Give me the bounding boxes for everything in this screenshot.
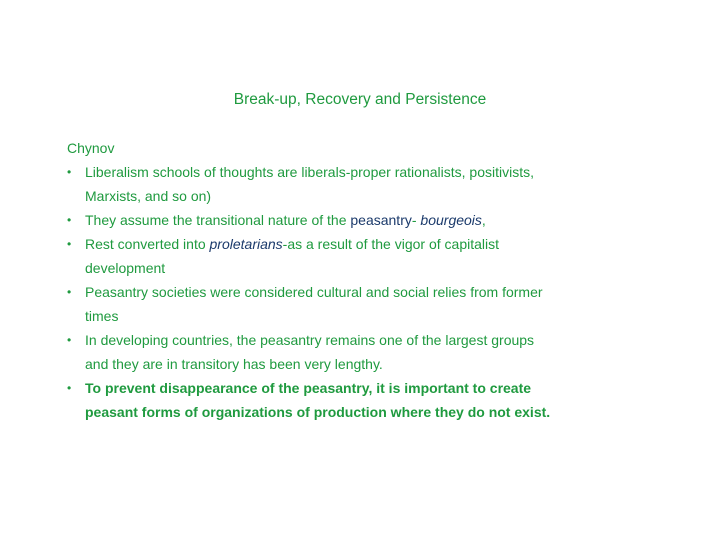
bullet-text-line: Marxists, and so on) — [85, 188, 212, 204]
bullet-text-line — [85, 232, 667, 256]
bullet-text-line: In developing countries, the peasantry remains one of the largest groups — [85, 332, 535, 348]
emphasis-term: peasantry — [350, 212, 412, 228]
bullet-text: -as a result of the vigor of capitalist — [282, 236, 499, 252]
bullet-text: Rest converted into — [85, 236, 210, 252]
bullet-item — [67, 232, 667, 280]
bullet-item — [67, 208, 667, 232]
bullet-icon: • — [67, 333, 72, 347]
slide-title: Break-up, Recovery and Persistence — [233, 91, 487, 108]
bullet-icon: • — [67, 213, 72, 227]
bullet-text-line: Liberalism schools of thoughts are liberals-proper rationalists, positivists, — [85, 164, 534, 180]
bullet-text-line: development — [85, 260, 166, 276]
bullet-text: They assume the transitional nature of the — [85, 212, 351, 228]
bullet-text-line: peasant forms of organizations of production where they do not exist. — [85, 404, 551, 420]
bullet-item — [67, 160, 667, 208]
bullet-text-line: and they are in transitory has been very lengthy. — [85, 356, 383, 372]
section-heading: Chynov — [67, 140, 115, 156]
bullet-icon: • — [67, 285, 72, 299]
bullet-item — [67, 376, 667, 424]
bullet-text-line: times — [85, 308, 119, 324]
bullet-text-line: To prevent disappearance of the peasantry, it is important to create — [85, 380, 532, 396]
bullet-icon: • — [67, 381, 72, 395]
bullet-list — [67, 160, 667, 424]
bullet-item — [67, 328, 667, 376]
slide-body — [67, 136, 667, 424]
emphasis-term-italic: bourgeois — [420, 212, 482, 228]
bullet-icon: • — [67, 237, 72, 251]
bullet-icon: • — [67, 165, 72, 179]
bullet-text-line — [85, 208, 667, 232]
bullet-item — [67, 280, 667, 328]
bullet-text-line: Peasantry societies were considered cultural and social relies from former — [85, 284, 543, 300]
bullet-text: , — [481, 212, 486, 228]
emphasis-term-italic: proletarians — [209, 236, 283, 252]
bullet-text: - — [411, 212, 421, 228]
